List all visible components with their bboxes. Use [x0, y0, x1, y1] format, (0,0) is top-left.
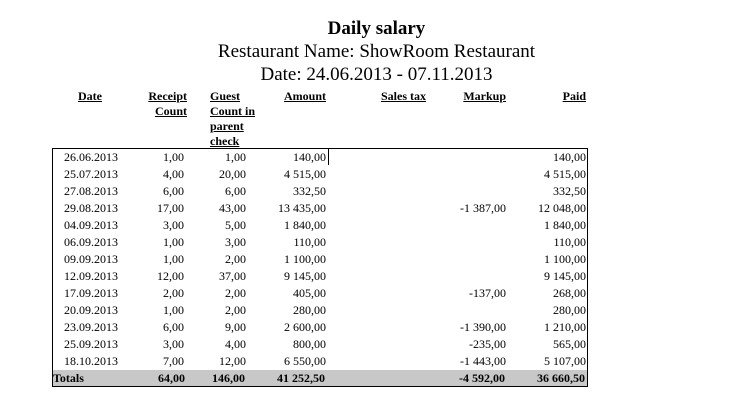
cell-paid: 280,00	[553, 303, 586, 317]
cell-receipt-count: 1,00	[163, 252, 184, 266]
table-row	[52, 149, 588, 166]
cell-paid: 332,50	[553, 184, 586, 198]
cell-amount: 140,00	[293, 150, 326, 164]
cell-amount: 9 145,00	[284, 269, 326, 283]
cell-date: 25.07.2013	[64, 167, 118, 181]
cell-amount: 110,00	[293, 235, 326, 249]
cell-date: 29.08.2013	[64, 201, 118, 215]
cell-receipt-count: 6,00	[163, 320, 184, 334]
cell-receipt-count: 1,00	[163, 150, 184, 164]
table-row	[52, 285, 588, 302]
totals-guest-count: 146,00	[212, 371, 245, 385]
cell-date: 25.09.2013	[64, 337, 118, 351]
table-row	[52, 183, 588, 200]
cell-date: 27.08.2013	[64, 184, 118, 198]
cell-receipt-count: 2,00	[163, 286, 184, 300]
cell-date: 23.09.2013	[64, 320, 118, 334]
cell-paid: 9 145,00	[544, 269, 586, 283]
cell-amount: 4 515,00	[284, 167, 326, 181]
cell-receipt-count: 6,00	[163, 184, 184, 198]
cell-date: 12.09.2013	[64, 269, 118, 283]
cell-amount: 332,50	[293, 184, 326, 198]
column-header-sales-tax: Sales tax	[381, 89, 426, 103]
column-header-markup: Markup	[463, 89, 506, 103]
column-header-amount: Amount	[283, 89, 326, 103]
totals-paid: 36 660,50	[537, 371, 585, 385]
cell-guest-count: 4,00	[225, 337, 246, 351]
cell-date: 09.09.2013	[64, 252, 118, 266]
totals-label: Totals	[53, 371, 84, 385]
cell-markup: -1 443,00	[460, 354, 506, 368]
cell-amount: 800,00	[293, 337, 326, 351]
cell-receipt-count: 4,00	[163, 167, 184, 181]
cell-receipt-count: 1,00	[163, 303, 184, 317]
table-row	[52, 336, 588, 353]
cell-guest-count: 5,00	[225, 218, 246, 232]
table-row	[52, 200, 588, 217]
table-row	[52, 319, 588, 336]
cell-markup: -1 390,00	[460, 320, 506, 334]
cell-guest-count: 43,00	[219, 201, 246, 215]
cell-guest-count: 6,00	[225, 184, 246, 198]
cell-guest-count: 2,00	[225, 303, 246, 317]
cell-paid: 5 107,00	[544, 354, 586, 368]
table-row	[52, 166, 588, 183]
cell-paid: 565,00	[553, 337, 586, 351]
cell-amount: 13 435,00	[278, 201, 326, 215]
cell-markup: -137,00	[469, 286, 506, 300]
cell-guest-count: 9,00	[225, 320, 246, 334]
cell-guest-count: 37,00	[219, 269, 246, 283]
table-row	[52, 251, 588, 268]
cell-receipt-count: 1,00	[163, 235, 184, 249]
cell-markup: -235,00	[469, 337, 506, 351]
totals-markup: -4 592,00	[459, 371, 505, 385]
cell-guest-count: 1,00	[225, 150, 246, 164]
cell-paid: 140,00	[553, 150, 586, 164]
totals-row	[53, 370, 587, 386]
cell-receipt-count: 7,00	[163, 354, 184, 368]
column-header-paid: Paid	[562, 89, 586, 103]
column-header-date: Date	[78, 89, 102, 103]
cell-date: 06.09.2013	[64, 235, 118, 249]
cell-date: 26.06.2013	[64, 150, 118, 164]
cell-paid: 1 100,00	[544, 252, 586, 266]
cell-paid: 1 210,00	[544, 320, 586, 334]
cell-guest-count: 12,00	[219, 354, 246, 368]
report-period: Date: 24.06.2013 - 07.11.2013	[260, 64, 493, 85]
cell-amount: 1 100,00	[284, 252, 326, 266]
cell-date: 04.09.2013	[64, 218, 118, 232]
totals-amount: 41 252,50	[277, 371, 325, 385]
column-header-receipt-count: Receipt Count	[148, 89, 187, 118]
cell-guest-count: 3,00	[225, 235, 246, 249]
cell-date: 18.10.2013	[64, 354, 118, 368]
report-title: Daily salary	[327, 18, 426, 39]
table-row	[52, 217, 588, 234]
cell-paid: 1 840,00	[544, 218, 586, 232]
cell-guest-count: 2,00	[225, 286, 246, 300]
cell-date: 17.09.2013	[64, 286, 118, 300]
column-header-guest-count: Guest Count in parent check	[210, 89, 256, 148]
cell-date: 20.09.2013	[64, 303, 118, 317]
cell-guest-count: 2,00	[225, 252, 246, 266]
cell-amount: 2 600,00	[284, 320, 326, 334]
totals-receipt-count: 64,00	[158, 371, 185, 385]
table-row	[52, 268, 588, 285]
cell-amount: 405,00	[293, 286, 326, 300]
cell-amount: 280,00	[293, 303, 326, 317]
cell-receipt-count: 3,00	[163, 218, 184, 232]
cell-guest-count: 20,00	[219, 167, 246, 181]
cell-paid: 12 048,00	[538, 201, 586, 215]
cell-paid: 268,00	[553, 286, 586, 300]
cell-amount: 1 840,00	[284, 218, 326, 232]
table-row	[52, 302, 588, 319]
cell-paid: 110,00	[553, 235, 586, 249]
restaurant-name: Restaurant Name: ShowRoom Restaurant	[217, 41, 536, 62]
cell-markup: -1 387,00	[460, 201, 506, 215]
cell-paid: 4 515,00	[544, 167, 586, 181]
table-row	[52, 234, 588, 251]
cell-receipt-count: 17,00	[157, 201, 184, 215]
table-row	[52, 353, 588, 370]
cell-amount: 6 550,00	[284, 354, 326, 368]
cell-receipt-count: 12,00	[157, 269, 184, 283]
cell-receipt-count: 3,00	[163, 337, 184, 351]
